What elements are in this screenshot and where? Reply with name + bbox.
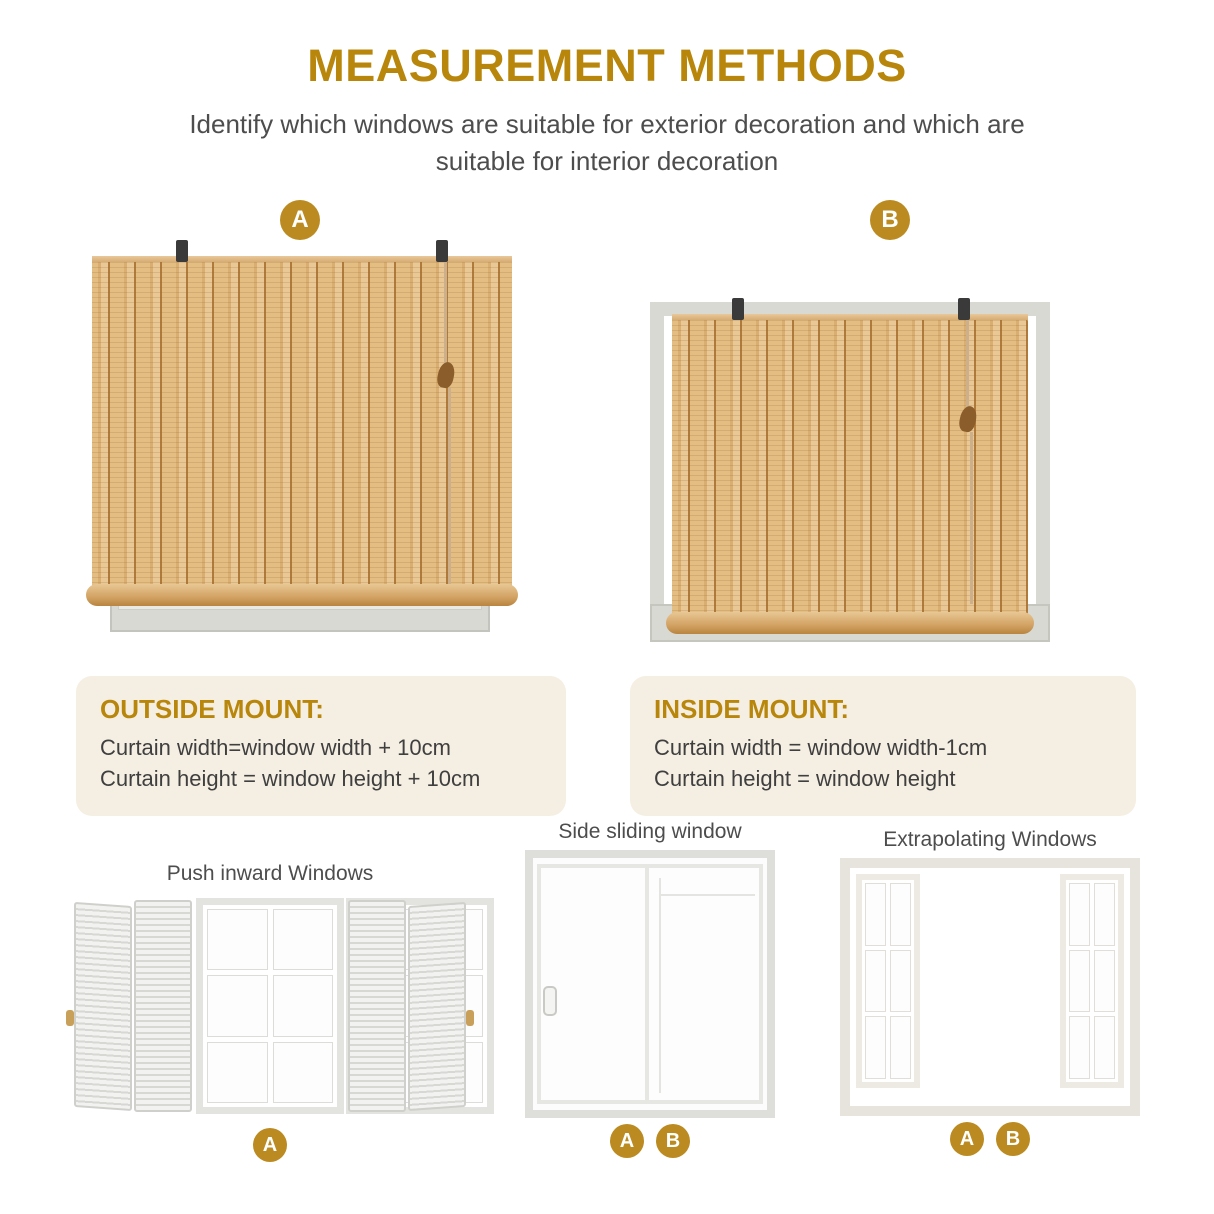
window-type-label: Extrapolating Windows — [883, 828, 1097, 851]
badge-row-side-sliding — [500, 1124, 800, 1158]
shutter-handle-icon — [66, 1010, 74, 1026]
blind-bottom-rail — [666, 612, 1034, 634]
blind-cord — [966, 320, 969, 410]
caption-inside-mount — [630, 676, 1136, 816]
caption-line: Curtain height = window height — [654, 766, 956, 792]
shutter-panel — [348, 900, 406, 1112]
shutter-panel — [134, 900, 192, 1112]
glass-pane — [890, 883, 911, 946]
glass-pane — [273, 1042, 334, 1103]
blind-bottom-rail — [86, 584, 518, 606]
window-type-push-inward — [30, 820, 510, 1162]
blind-cord — [448, 388, 451, 588]
blind-cord — [970, 432, 973, 604]
badge-b: B — [656, 1124, 690, 1158]
glass-pane — [1069, 1016, 1090, 1079]
glass-pane — [273, 909, 334, 970]
badge-a: A — [280, 200, 320, 240]
caption-outside-mount — [76, 676, 566, 816]
window-type-row — [0, 820, 1214, 1214]
shutter-handle-icon — [466, 1010, 474, 1026]
header — [0, 0, 1214, 180]
glass-pane — [1069, 950, 1090, 1013]
push-inward-illustration — [60, 892, 480, 1122]
badge-row-a — [30, 200, 570, 240]
caption-line: Curtain height = window height + 10cm — [100, 766, 481, 792]
shutter-panel — [408, 902, 466, 1111]
caption-title-inside: INSIDE MOUNT: — [654, 694, 849, 724]
glass-pane — [273, 975, 334, 1036]
outside-mount-illustration — [30, 252, 570, 672]
caption-line: Curtain width=window width + 10cm — [100, 735, 451, 760]
sliding-sash-left — [537, 864, 651, 1104]
window-type-extrapolating — [800, 820, 1180, 1156]
glass-pane — [865, 1016, 886, 1079]
window-type-side-sliding — [500, 820, 800, 1158]
sash-transom — [659, 894, 755, 896]
glass-pane — [207, 1042, 268, 1103]
glass-pane — [1094, 950, 1115, 1013]
page-title: MEASUREMENT METHODS — [307, 40, 907, 91]
bamboo-blind-outside — [92, 262, 512, 592]
badge-a: A — [253, 1128, 287, 1162]
badge-a: A — [610, 1124, 644, 1158]
glass-sash-left — [196, 898, 344, 1114]
blind-cord — [444, 262, 447, 367]
sliding-sash-right — [645, 864, 763, 1104]
blind-bracket-icon — [732, 298, 744, 320]
badge-row-extrapolating — [800, 1122, 1180, 1156]
side-sliding-illustration — [525, 850, 775, 1118]
glass-pane — [865, 950, 886, 1013]
sash-mullion — [659, 878, 661, 1093]
badge-b: B — [996, 1122, 1030, 1156]
caption-line: Curtain width = window width-1cm — [654, 735, 988, 760]
panel-outside-mount — [30, 200, 570, 672]
bamboo-blind-inside — [672, 320, 1028, 620]
badge-row-b — [620, 200, 1160, 240]
window-type-label: Push inward Windows — [166, 862, 374, 885]
panel-inside-mount — [620, 200, 1160, 672]
blind-slats — [672, 320, 1028, 620]
shutter-panel — [74, 902, 132, 1111]
glass-pane — [207, 975, 268, 1036]
window-type-label: Side sliding window — [558, 820, 742, 843]
page-subtitle: Identify which windows are suitable for exterior decoration and which are suitable for interior decoration — [189, 109, 1025, 176]
outward-sash-left — [856, 874, 920, 1088]
badge-a: A — [950, 1122, 984, 1156]
blind-bracket-icon — [958, 298, 970, 320]
outward-sash-right — [1060, 874, 1124, 1088]
glass-pane — [865, 883, 886, 946]
caption-title-outside: OUTSIDE MOUNT: — [100, 694, 324, 724]
blind-bracket-icon — [176, 240, 188, 262]
sliding-handle-icon — [543, 986, 557, 1016]
glass-pane — [207, 909, 268, 970]
badge-b: B — [870, 200, 910, 240]
glass-pane — [1094, 883, 1115, 946]
glass-pane — [890, 1016, 911, 1079]
glass-pane — [1094, 1016, 1115, 1079]
glass-pane — [1069, 883, 1090, 946]
inside-mount-illustration — [620, 252, 1160, 672]
blind-bracket-icon — [436, 240, 448, 262]
badge-row-push-inward — [30, 1128, 510, 1162]
glass-pane — [890, 950, 911, 1013]
extrapolating-illustration — [840, 858, 1140, 1116]
